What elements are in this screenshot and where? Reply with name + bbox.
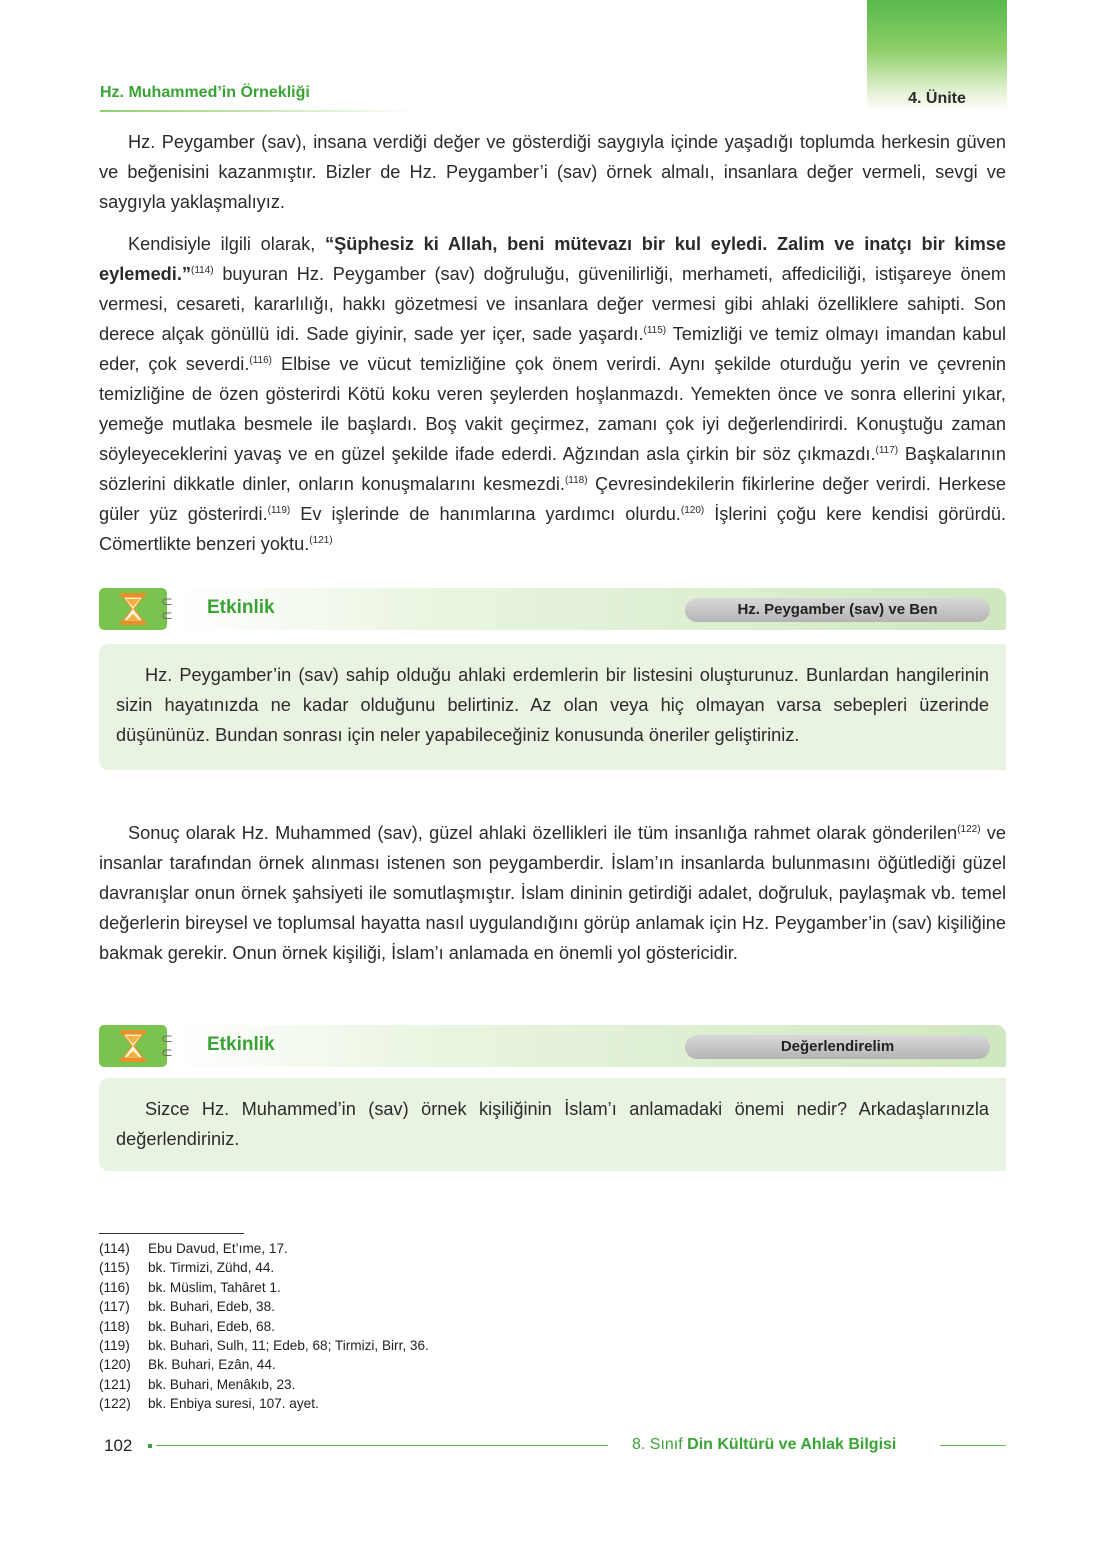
footnote-item: (120) Bk. Buhari, Ezân, 44.	[99, 1357, 276, 1373]
activity-1-text: Hz. Peygamber’in (sav) sahip olduğu ahlaki erdemlerin bir listesini oluşturunuz. Bunlardan hangilerinin sizin hayatınızda ne kadar olduğunu belirtiniz. Az olan veya hiç olmayan varsa sebepleri üzerinde düşününüz. Bundan sonrası için neler yapabileceğiniz konusunda öneriler geliştiriniz.	[116, 665, 989, 745]
header-rule	[100, 110, 420, 112]
footer-rule	[156, 1445, 608, 1446]
hourglass-icon	[99, 1025, 167, 1067]
activity-subtitle: Değerlendirelim	[685, 1035, 990, 1059]
hadith-quote: “Şüphesiz ki Allah, beni mütevazı bir kul eyledi. Zalim ve inatçı bir kimse eylemedi.”	[99, 234, 1006, 284]
footnote-ref: (118)	[564, 474, 588, 486]
footnote-item: (118) bk. Buhari, Edeb, 68.	[99, 1318, 275, 1334]
footnote-ref: (122)	[957, 823, 981, 835]
page-title: Hz. Muhammed’in Örnekliği	[100, 84, 310, 101]
footnote-item: (114) Ebu Davud, Et’ıme, 17.	[99, 1241, 288, 1256]
binder-rings-icon: ⊂ ⊂	[161, 593, 173, 623]
activity-2-box	[99, 1078, 1006, 1171]
page-dot	[148, 1444, 152, 1448]
footnote-ref: (115)	[643, 324, 667, 336]
paragraph-1: Hz. Peygamber (sav), insana verdiği değer ve gösterdiği saygıyla içinde yaşadığı toplumda herkesin güven ve beğenisini kazanmıştır. Bizler de Hz. Peygamber’i (sav) örnek almalı, insanlara değer vermeli, sevgi ve saygıyla yaklaşmalıyız.	[99, 132, 1006, 212]
activity-label: Etkinlik	[207, 597, 275, 618]
footnote-ref: (121)	[309, 534, 333, 546]
activity-2-header	[99, 1025, 1006, 1069]
unit-label: 4. Ünite	[908, 90, 966, 107]
footnote-item: (117) bk. Buhari, Edeb, 38.	[99, 1299, 275, 1315]
footer-rule	[940, 1445, 1006, 1446]
binder-rings-icon: ⊂ ⊂	[161, 1030, 173, 1060]
activity-subtitle: Hz. Peygamber (sav) ve Ben	[685, 598, 990, 622]
paragraph-2: Kendisiyle ilgili olarak, “Şüphesiz ki Allah, beni mütevazı bir kul eyledi. Zalim ve inatçı bir kimse eylemedi.”$^{(114)}$ buyuran Hz. Peygamber (sav) doğruluğu, güvenilirliği, merhameti, affediciliği, istişareye önem vermesi, cesareti, kararlılığı, hakkı gözetmesi ve insanlara değer vermesi gibi ahlaki özelliklere sahipti. Son derece alçak gönüllü idi. Sade giyinir, sade yer içer, sade yaşardı.$^{(115)}$ Temizliği ve temiz olmayı imandan kabul eder, çok severdi.$^{(116)}$ Elbise ve vücut temizliğine çok önem verirdi. Aynı şekilde oturduğu yerin ve çevrenin temizliğine de özen gösterirdi Kötü koku veren şeylerden hoşlanmazdı. Yemekten önce ve sonra ellerini yıkar, yemeğe mutlaka besmele ile başlardı. Boş vakit geçirmez, zamanı çok iyi değerlendirirdi. Konuştuğu zaman söyleyeceklerini yavaş ve en güzel şekilde ifade ederdi. Ağzından asla çirkin bir söz çıkmazdı.$^{(117)}$ Başkalarının sözlerini dikkatle dinler, onların konuşmalarını kesmezdi.$^{(118)}$ Çevresindekilerin fikirlerine değer verirdi. Herkese güler yüz gösterirdi.$^{(119)}$ Ev işlerinde de hanımlarına yardımcı olurdu.$^{(120)}$ İşlerini çoğu kere kendisi görürdü. Cömertlikte benzeri yoktu.$^{(121)}$	[99, 234, 1006, 554]
footnote-item: (115) bk. Tirmizi, Zühd, 44.	[99, 1260, 275, 1276]
footnote-item: (121) bk. Buhari, Menâkıb, 23.	[99, 1376, 296, 1392]
footnote-item: (119) bk. Buhari, Sulh, 11; Edeb, 68; Tirmizi, Birr, 36.	[99, 1338, 429, 1354]
footnote-ref: (116)	[249, 354, 272, 366]
page-number: 102	[104, 1436, 133, 1455]
activity-1-header	[99, 588, 1006, 632]
activity-label: Etkinlik	[207, 1034, 275, 1055]
paragraph-3: Sonuç olarak Hz. Muhammed (sav), güzel ahlaki özellikleri ile tüm insanlığa rahmet olarak gönderilen$^{(122)}$ ve insanlar tarafından örnek alınması istenen son peygamberdir. İslam’ın insanlarda bulunmasını öğütlediği güzel davranışlar onun örnek şahsiyeti ile somutlaşmıştır. İslam dininin getirdiği adalet, doğruluk, paylaşmak vb. temel değerlerin bireysel ve toplumsal hayatta nasıl uygulandığını görüp anlamak için Hz. Peygamber’in (sav) kişiliğine bakmak gerekir. Onun örnek kişiliği, İslam’ı anlamada en önemli yol göstericidir.	[99, 823, 1006, 963]
footnote-ref: (120)	[680, 504, 705, 516]
footnote-rule	[99, 1233, 244, 1234]
footnotes	[99, 1239, 429, 1414]
footer-book-title: 8. Sınıf Din Kültürü ve Ahlak Bilgisi	[632, 1436, 897, 1453]
footnote-ref: (114)	[191, 264, 214, 276]
unit-tab	[867, 0, 1007, 112]
hourglass-icon	[99, 588, 167, 630]
activity-2-text: Sizce Hz. Muhammed’in (sav) örnek kişiliğinin İslam’ı anlamadaki önemi nedir? Arkadaşlarınızla değerlendiriniz.	[116, 1099, 989, 1149]
footnote-ref: (119)	[267, 504, 291, 516]
activity-1-box	[99, 644, 1006, 770]
footnote-item: (116) bk. Müslim, Tahâret 1.	[99, 1279, 281, 1295]
footnote-item: (122) bk. Enbiya suresi, 107. ayet.	[99, 1396, 319, 1412]
footnote-ref: (117)	[875, 444, 899, 456]
